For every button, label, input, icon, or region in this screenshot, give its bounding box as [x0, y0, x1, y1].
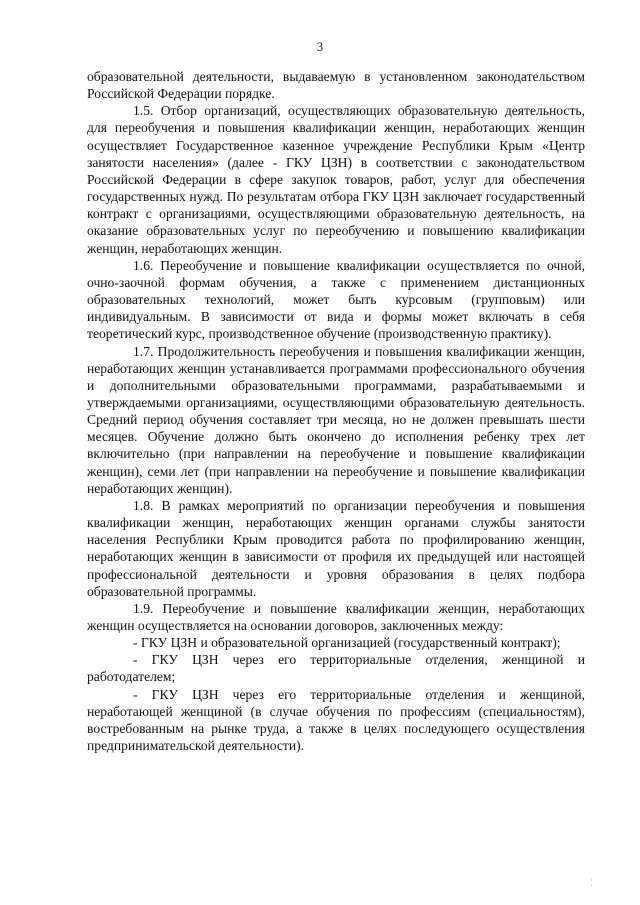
paragraph-1-9: 1.9. Переобучение и повышение квалификации женщин, неработающих женщин осуществляется на основании договоров, заключенных между: — [87, 600, 585, 633]
page-number: 3 — [316, 40, 324, 54]
paragraph-continuation: образовательной деятельности, выдаваемую в установленном законодательством Российской Федерации порядке. — [87, 69, 585, 102]
list-item-woman: - ГКУ ЦЗН через его территориальные отделения и женщиной, неработающей женщиной (в случае обучения по профессиям (специальностям), востребованным на рынке труда, а также в целях последующего осуществления предпринимательской деятельности). — [87, 686, 585, 754]
paragraph-1-8: 1.8. В рамках мероприятий по организации переобучения и повышения квалификации женщин, неработающих женщин органами службы занятости населения Республики Крым проводится работа по профилированию женщин, неработающих женщин в зависимости от профиля их предыдущей или настоящей профессиональной деятельности и уровня образования в целях подбора образовательной программы. — [87, 497, 585, 599]
paragraph-1-6: 1.6. Переобучение и повышение квалификации осуществляется по очной, очно-заочной формам обучения, а также с применением дистанционных образовательных технологий, может быть курсовым (групповым) или индивидуальным. В зависимости от вида и формы может включать в себя теоретический курс, производственное обучение (производственную практику). — [87, 257, 585, 342]
list-item-contract: - ГКУ ЦЗН и образовательной организацией (государственный контракт); — [133, 635, 561, 651]
paragraph-1-7: 1.7. Продолжительность переобучения и повышения квалификации женщин, неработающих женщин устанавливается программами профессионального обучения и дополнительными образовательными программами, разрабатываемыми и утверждаемыми организациями, осуществляющими образовательную деятельность. Средний период обучения составляет три месяца, но не должен превышать шести месяцев. Обучение должно быть окончено до исполнения ребенку трех лет включительно (при направлении на переобучение и повышение квалификации женщин), семи лет (при направлении на переобучение и повышение квалификации неработающих женщин). — [87, 343, 585, 496]
document-body — [87, 68, 585, 754]
scan-mark: ⁚ — [590, 878, 593, 888]
list-item-employer: - ГКУ ЦЗН через его территориальные отделения, женщиной и работодателем; — [87, 652, 585, 685]
paragraph-1-5: 1.5. Отбор организаций, осуществляющих образовательную деятельность, для переобучения и повышения квалификации женщин, неработающих женщин осуществляет Государственное казенное учреждение Республики Крым «Центр занятости населения» (далее - ГКУ ЦЗН) в соответствии с законодательством Российской Федерации в сфере закупок товаров, работ, услуг для обеспечения государственных нужд. По результатам отбора ГКУ ЦЗН заключает государственный контракт с организациями, осуществляющими образовательную деятельность, на оказание образовательных услуг по переобучению и повышению квалификации женщин, неработающих женщин. — [87, 103, 585, 256]
